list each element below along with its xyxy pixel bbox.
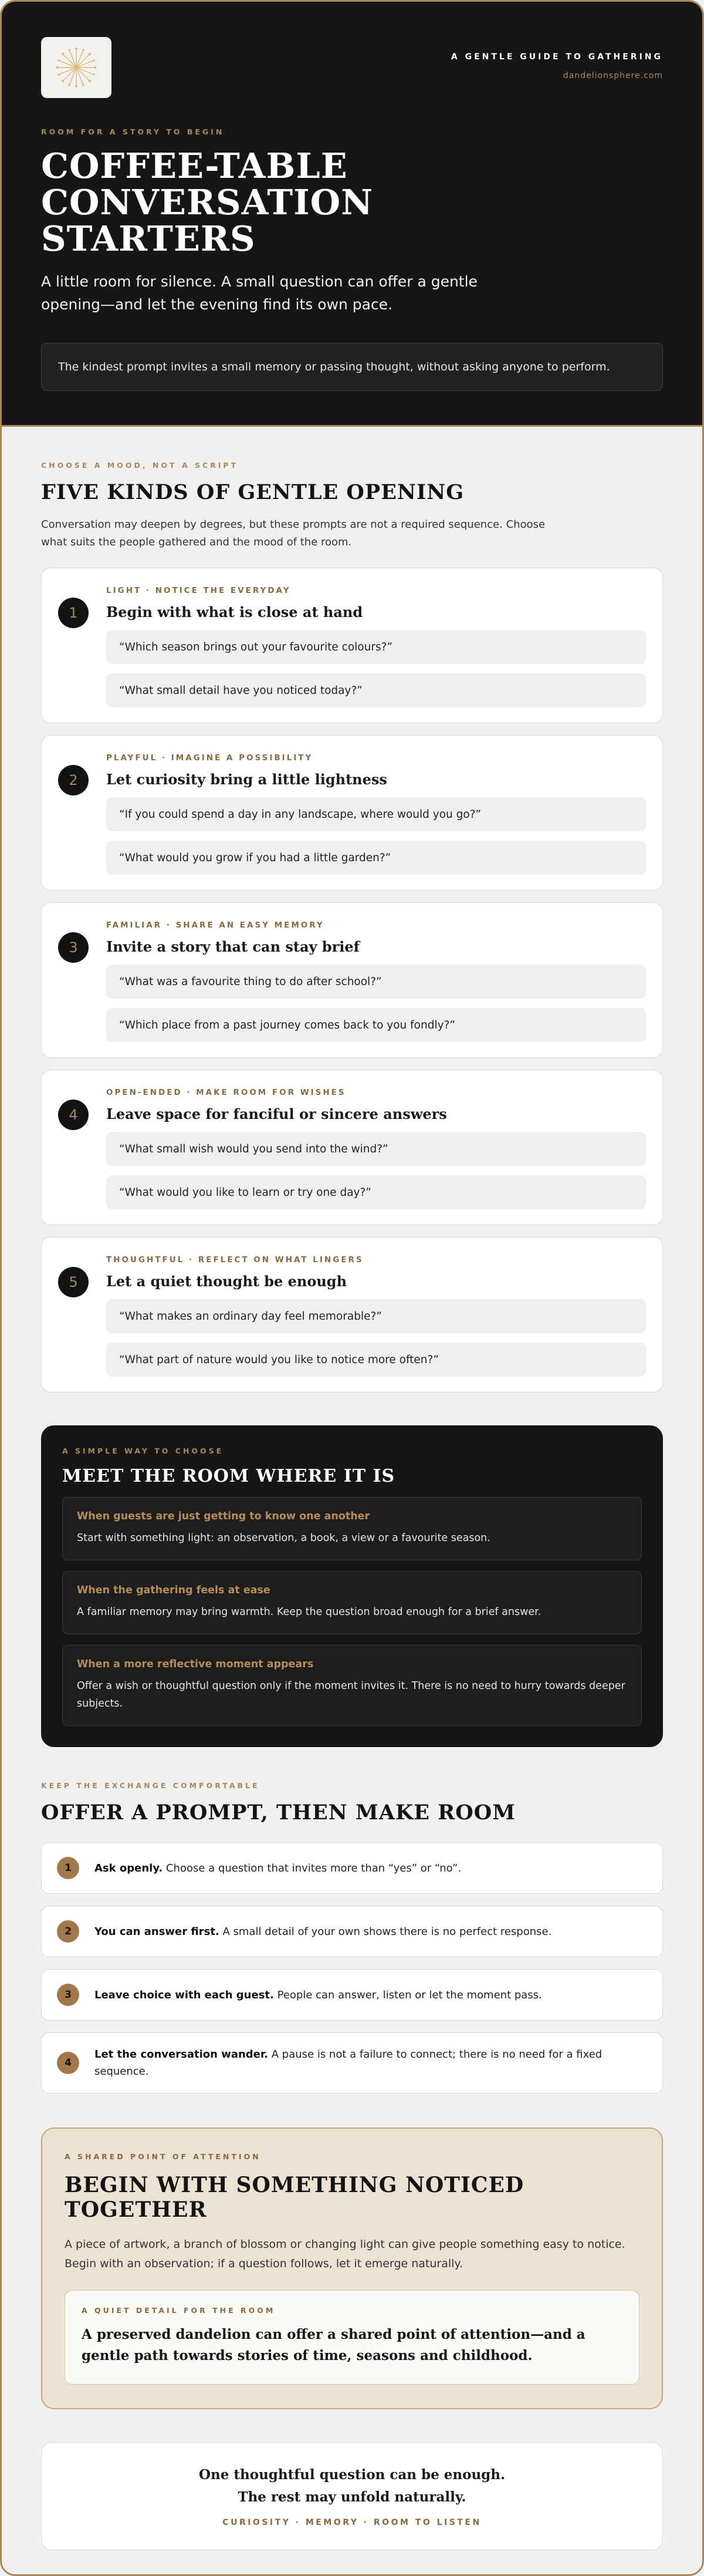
card-tag: THOUGHTFUL · REFLECT ON WHAT LINGERS — [106, 1255, 364, 1265]
closing-line: The rest may unfold naturally. — [238, 2489, 466, 2505]
room-title: MEET THE ROOM WHERE IT IS — [62, 1466, 395, 1486]
card-number: 2 — [58, 765, 89, 795]
shared-description: A piece of artwork, a branch of blossom or changing light can give people something easy to notice. Begin with an observation; if a question follows, let it emerge naturally. — [65, 2238, 625, 2270]
step-rest: A pause is not a failure to connect; there is no need for a fixed sequence. — [94, 2048, 603, 2078]
room-eyebrow: A SIMPLE WAY TO CHOOSE — [62, 1447, 224, 1455]
card-tag: PLAYFUL · IMAGINE A POSSIBILITY — [106, 753, 313, 763]
kinds-description: Conversation may deepen by degrees, but these prompts are not a required sequence. Choose what suits the people gathered and the mood of the room. — [41, 518, 546, 548]
step-number: 1 — [57, 1857, 79, 1879]
card-number: 1 — [58, 598, 89, 628]
offer-steps — [41, 1842, 663, 2093]
card-number: 4 — [58, 1100, 89, 1130]
kind-card — [41, 568, 663, 723]
prompt-item: “What small wish would you send into the wind?” — [106, 1132, 646, 1166]
step-text — [94, 2046, 647, 2080]
site-link[interactable]: dandelionsphere.com — [563, 71, 663, 80]
card-body — [106, 584, 646, 707]
prompt-item: “What part of nature would you like to notice more often?” — [106, 1343, 646, 1377]
prompt-item: “Which season brings out your favourite colours?” — [106, 630, 646, 664]
card-body — [106, 1085, 646, 1209]
choice-heading: When guests are just getting to know one another — [77, 1510, 370, 1522]
card-title: Begin with what is close at hand — [106, 603, 363, 621]
prompt-item: “What was a favourite thing to do after school?” — [106, 965, 646, 999]
quiet-eyebrow: A QUIET DETAIL FOR THE ROOM — [82, 2306, 276, 2315]
step-number: 2 — [57, 1920, 79, 1943]
card-title: Let curiosity bring a little lightness — [106, 771, 387, 788]
step-bold: Ask openly. — [94, 1862, 163, 1874]
kinds-title: FIVE KINDS OF GENTLE OPENING — [41, 480, 465, 504]
card-title: Invite a story that can stay brief — [106, 938, 360, 955]
card-body — [106, 918, 646, 1042]
room-choice — [62, 1645, 642, 1726]
kind-card — [41, 1237, 663, 1392]
card-body — [106, 751, 646, 875]
step-text — [94, 1923, 551, 1940]
room-choice — [62, 1497, 642, 1560]
offer-step — [41, 1842, 663, 1894]
step-number: 3 — [57, 1984, 79, 2006]
kind-card — [41, 1070, 663, 1225]
card-number: 3 — [58, 932, 89, 963]
step-number: 4 — [57, 2052, 79, 2074]
offer-title: OFFER A PROMPT, THEN MAKE ROOM — [41, 1800, 516, 1825]
kinds-header — [41, 461, 663, 551]
hero-note: The kindest prompt invites a small memory or passing thought, without asking anyone to perform. — [41, 343, 663, 391]
dandelion-icon — [53, 44, 100, 91]
step-bold: Leave choice with each guest. — [94, 1988, 274, 2001]
offer-eyebrow: KEEP THE EXCHANGE COMFORTABLE — [41, 1781, 260, 1790]
logo — [41, 37, 111, 98]
closing-section — [41, 2442, 663, 2550]
card-tag: LIGHT · NOTICE THE EVERYDAY — [106, 586, 291, 595]
step-bold: Let the conversation wander. — [94, 2048, 269, 2061]
step-rest: People can answer, listen or let the moment pass. — [273, 1988, 542, 2001]
closing-tags: CURIOSITY · MEMORY · ROOM TO LISTEN — [222, 2518, 482, 2527]
step-rest: Choose a question that invites more than “yes” or “no”. — [163, 1862, 462, 1874]
choice-text: Offer a wish or thoughtful question only if the moment invites it. There is no need to hurry towards deeper subjects. — [77, 1680, 625, 1710]
prompt-item: “What would you like to learn or try one day?” — [106, 1175, 646, 1209]
quiet-detail-card — [65, 2290, 639, 2385]
hero-subtitle: A little room for silence. A small question can offer a gentle opening—and let the evening find its own pace. — [41, 273, 478, 313]
step-text — [94, 1987, 542, 2004]
kind-card — [41, 735, 663, 891]
prompt-item: “What makes an ordinary day feel memorable?” — [106, 1299, 646, 1333]
kinds-cards — [41, 568, 663, 1392]
offer-header — [41, 1781, 663, 1825]
shared-eyebrow: A SHARED POINT OF ATTENTION — [65, 2152, 261, 2161]
choice-heading: When a more reflective moment appears — [77, 1658, 314, 1670]
room-section — [41, 1425, 663, 1747]
shared-section — [41, 2127, 663, 2409]
prompt-item: “If you could spend a day in any landscape, where would you go?” — [106, 797, 646, 831]
kinds-section — [2, 461, 702, 1392]
room-choice — [62, 1571, 642, 1634]
hero — [2, 2, 702, 427]
offer-step — [41, 1906, 663, 1957]
kinds-eyebrow: CHOOSE A MOOD, NOT A SCRIPT — [41, 461, 239, 470]
header-meta — [451, 52, 663, 80]
card-tag: FAMILIAR · SHARE AN EASY MEMORY — [106, 921, 324, 930]
shared-title: BEGIN WITH SOMETHING NOTICED TOGETHER — [65, 2173, 524, 2222]
title-line: CONVERSATION — [41, 182, 374, 222]
kind-card — [41, 902, 663, 1058]
title-line: COFFEE-TABLE — [41, 146, 348, 186]
offer-step — [41, 2032, 663, 2093]
card-number: 5 — [58, 1267, 89, 1297]
quiet-text: A preserved dandelion can offer a shared point of attention—and a gentle path towards stories of time, seasons and childhood. — [82, 2327, 585, 2363]
prompt-item: “What would you grow if you had a little garden?” — [106, 841, 646, 875]
card-body — [106, 1253, 646, 1377]
choice-heading: When the gathering feels at ease — [77, 1584, 270, 1596]
prompt-item: “What small detail have you noticed today?” — [106, 673, 646, 707]
title-line: STARTERS — [41, 218, 256, 259]
page-title — [41, 148, 663, 257]
guide-label: A GENTLE GUIDE TO GATHERING — [451, 52, 663, 62]
offer-section — [2, 1781, 702, 2093]
prompt-item: “Which place from a past journey comes back to you fondly?” — [106, 1008, 646, 1042]
offer-step — [41, 1969, 663, 2021]
closing-line: One thoughtful question can be enough. — [198, 2467, 505, 2483]
card-tag: OPEN-ENDED · MAKE ROOM FOR WISHES — [106, 1088, 346, 1097]
step-rest: A small detail of your own shows there is no perfect response. — [219, 1925, 552, 1938]
hero-eyebrow: ROOM FOR A STORY TO BEGIN — [41, 127, 225, 136]
choice-text: A familiar memory may bring warmth. Keep the question broad enough for a brief answer. — [77, 1606, 541, 1618]
step-bold: You can answer first. — [94, 1925, 219, 1938]
step-text — [94, 1860, 461, 1877]
choice-text: Start with something light: an observation, a book, a view or a favourite season. — [77, 1532, 490, 1544]
card-title: Let a quiet thought be enough — [106, 1273, 347, 1290]
card-title: Leave space for fanciful or sincere answers — [106, 1105, 447, 1122]
